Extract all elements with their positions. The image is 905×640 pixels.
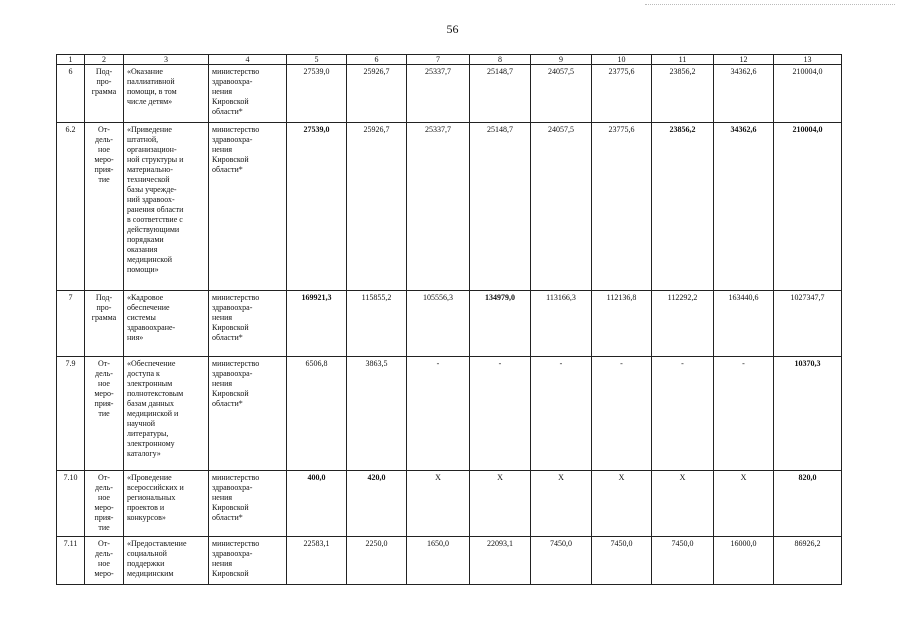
row-value: 420,0 — [347, 471, 407, 537]
scan-artifact-line — [645, 4, 895, 6]
row-value: 23775,6 — [592, 123, 652, 291]
row-type: От- дель- ное меро- прия- тие — [85, 357, 124, 471]
row-value: X — [470, 471, 531, 537]
row-executor: министерство здравоохра- нения Кировской — [209, 537, 287, 585]
row-value: 34362,6 — [714, 123, 774, 291]
table-row — [57, 471, 842, 537]
column-number: 4 — [209, 55, 287, 65]
row-value: X — [714, 471, 774, 537]
row-value: X — [652, 471, 714, 537]
row-type: От- дель- ное меро- — [85, 537, 124, 585]
row-value: 25337,7 — [407, 65, 470, 123]
row-value: 169921,3 — [287, 291, 347, 357]
row-value: - — [407, 357, 470, 471]
row-value: 105556,3 — [407, 291, 470, 357]
row-value: - — [714, 357, 774, 471]
row-value: 25148,7 — [470, 123, 531, 291]
row-value: 163440,6 — [714, 291, 774, 357]
column-number: 13 — [774, 55, 842, 65]
column-number: 8 — [470, 55, 531, 65]
column-number: 9 — [531, 55, 592, 65]
budget-table — [56, 54, 842, 585]
row-name: «Проведение всероссийских и региональных проектов и конкурсов» — [124, 471, 209, 537]
row-value: 16000,0 — [714, 537, 774, 585]
row-value: 134979,0 — [470, 291, 531, 357]
row-value: 7450,0 — [592, 537, 652, 585]
row-value: - — [531, 357, 592, 471]
row-value: 25926,7 — [347, 65, 407, 123]
column-number: 12 — [714, 55, 774, 65]
row-value: 113166,3 — [531, 291, 592, 357]
row-type: От- дель- ное меро- прия- тие — [85, 471, 124, 537]
row-value: 6506,8 — [287, 357, 347, 471]
column-number: 2 — [85, 55, 124, 65]
row-value: 23856,2 — [652, 123, 714, 291]
row-value: 1650,0 — [407, 537, 470, 585]
column-number: 3 — [124, 55, 209, 65]
row-value: 25148,7 — [470, 65, 531, 123]
row-value: 24057,5 — [531, 65, 592, 123]
row-type: Под- про- грамма — [85, 65, 124, 123]
column-number-row — [57, 55, 842, 65]
row-executor: министерство здравоохра- нения Кировской области* — [209, 65, 287, 123]
column-number: 10 — [592, 55, 652, 65]
row-value: 25337,7 — [407, 123, 470, 291]
row-total: 210004,0 — [774, 65, 842, 123]
row-name: «Обеспечение доступа к электронным полнотекстовым базам данных медицинской и научной литературы, электронному каталогу» — [124, 357, 209, 471]
row-number: 7.9 — [57, 357, 85, 471]
row-total: 820,0 — [774, 471, 842, 537]
row-value: 7450,0 — [652, 537, 714, 585]
column-number: 1 — [57, 55, 85, 65]
column-number: 11 — [652, 55, 714, 65]
row-value: 34362,6 — [714, 65, 774, 123]
row-value: 24057,5 — [531, 123, 592, 291]
table-row — [57, 123, 842, 291]
row-value: 112292,2 — [652, 291, 714, 357]
row-value: X — [407, 471, 470, 537]
row-value: 25926,7 — [347, 123, 407, 291]
row-value: 23856,2 — [652, 65, 714, 123]
row-value: 112136,8 — [592, 291, 652, 357]
row-value: X — [592, 471, 652, 537]
row-value: 27539,0 — [287, 65, 347, 123]
row-value: 22093,1 — [470, 537, 531, 585]
row-total: 1027347,7 — [774, 291, 842, 357]
table-row — [57, 537, 842, 585]
row-value: 7450,0 — [531, 537, 592, 585]
row-executor: министерство здравоохра- нения Кировской области* — [209, 123, 287, 291]
row-executor: министерство здравоохра- нения Кировской области* — [209, 291, 287, 357]
row-value: 2250,0 — [347, 537, 407, 585]
row-type: От- дель- ное меро- прия- тие — [85, 123, 124, 291]
row-value: 23775,6 — [592, 65, 652, 123]
row-value: 3863,5 — [347, 357, 407, 471]
row-value: 115855,2 — [347, 291, 407, 357]
row-value: 400,0 — [287, 471, 347, 537]
table-row — [57, 291, 842, 357]
row-type: Под- про- грамма — [85, 291, 124, 357]
row-total: 86926,2 — [774, 537, 842, 585]
row-total: 10370,3 — [774, 357, 842, 471]
row-number: 6 — [57, 65, 85, 123]
table-row — [57, 65, 842, 123]
row-value: - — [470, 357, 531, 471]
row-total: 210004,0 — [774, 123, 842, 291]
row-number: 6.2 — [57, 123, 85, 291]
row-number: 7 — [57, 291, 85, 357]
page-number: 56 — [446, 22, 459, 36]
row-number: 7.10 — [57, 471, 85, 537]
table-row — [57, 357, 842, 471]
row-value: - — [652, 357, 714, 471]
column-number: 5 — [287, 55, 347, 65]
row-value: 27539,0 — [287, 123, 347, 291]
row-executor: министерство здравоохра- нения Кировской области* — [209, 471, 287, 537]
column-number: 7 — [407, 55, 470, 65]
row-name: «Приведение штатной, организацион- ной структуры и материально- технической базы учрежде- ний здравоох- ранения области в соответствие с действующими порядками оказания медицинской помощи» — [124, 123, 209, 291]
row-value: X — [531, 471, 592, 537]
row-number: 7.11 — [57, 537, 85, 585]
row-name: «Оказание паллиативной помощи, в том числе детям» — [124, 65, 209, 123]
row-name: «Предоставление социальной поддержки медицинским — [124, 537, 209, 585]
column-number: 6 — [347, 55, 407, 65]
row-executor: министерство здравоохра- нения Кировской области* — [209, 357, 287, 471]
row-name: «Кадровое обеспечение системы здравоохране- ния» — [124, 291, 209, 357]
row-value: - — [592, 357, 652, 471]
row-value: 22583,1 — [287, 537, 347, 585]
